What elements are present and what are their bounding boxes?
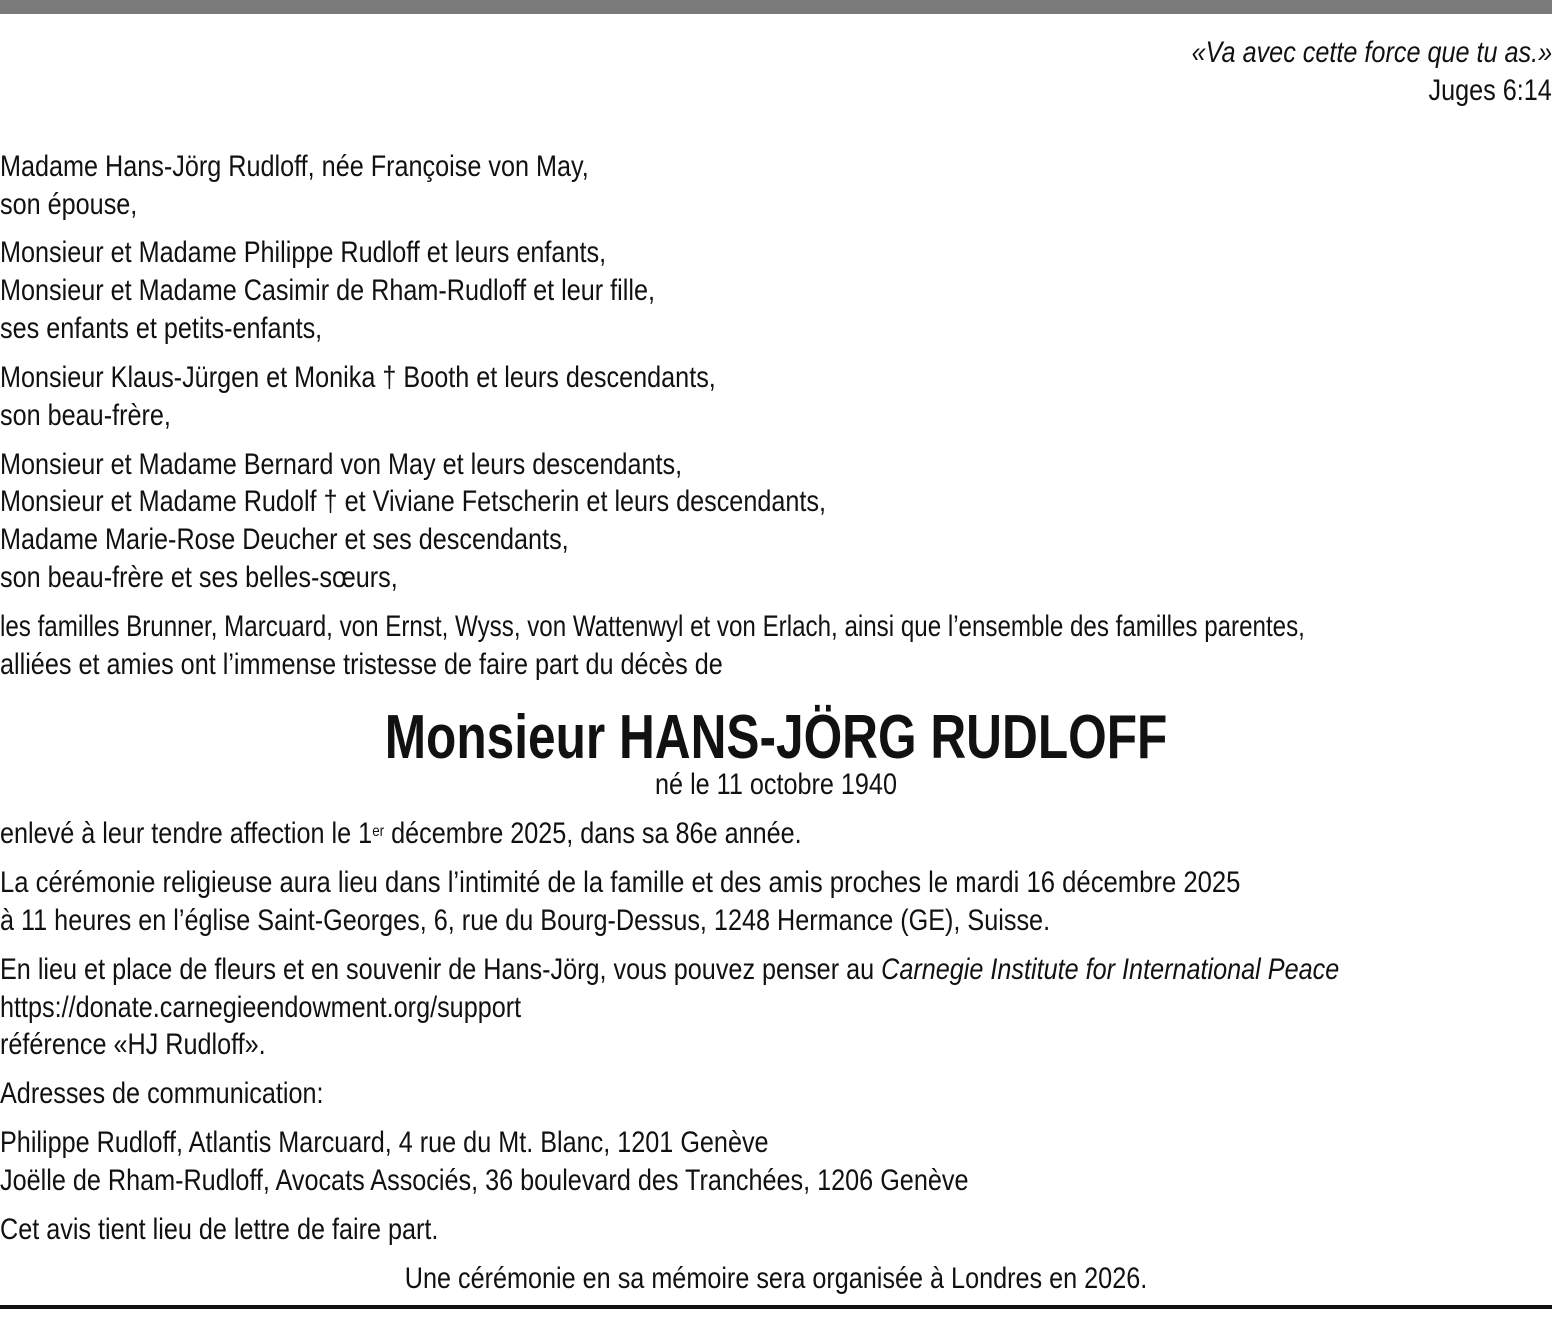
epigraph-quote: «Va avec cette force que tu as.» [1191, 36, 1552, 69]
donation-reference: référence «HJ Rudloff». [0, 1028, 266, 1061]
death-text-end: décembre 2025, dans sa 86e année. [384, 817, 802, 850]
family-line: Monsieur et Madame Bernard von May et leurs descendants, [0, 448, 683, 481]
deceased-name: Monsieur HANS-JÖRG RUDLOFF [384, 703, 1168, 772]
epigraph-reference: Juges 6:14 [1428, 74, 1552, 107]
family-line: les familles Brunner, Marcuard, von Ernst, Wyss, von Wattenwyl et von Erlach, ainsi que l’ensemble des familles parentes, [0, 610, 1305, 643]
family-line: Madame Hans-Jörg Rudloff, née Françoise von May, [0, 150, 589, 183]
addresses-heading: Adresses de communication: [0, 1077, 324, 1110]
family-line: son épouse, [0, 188, 138, 221]
address-line: Philippe Rudloff, Atlantis Marcuard, 4 rue du Mt. Blanc, 1201 Genève [0, 1126, 769, 1159]
top-rule [0, 0, 1552, 14]
death-line [0, 815, 802, 853]
donation-intro: En lieu et place de fleurs et en souvenir de Hans-Jörg, vous pouvez penser au [0, 953, 882, 986]
death-text: enlevé à leur tendre affection le 1 [0, 817, 373, 850]
family-line: alliées et amies ont l’immense tristesse de faire part du décès de [0, 648, 723, 681]
family-line: Madame Marie-Rose Deucher et ses descendants, [0, 523, 569, 556]
ceremony-line: à 11 heures en l’église Saint-Georges, 6, rue du Bourg-Dessus, 1248 Hermance (GE), Suisse. [0, 904, 1051, 937]
family-line: ses enfants et petits-enfants, [0, 312, 323, 345]
birth-date: né le 11 octobre 1940 [655, 768, 897, 801]
ordinal-suffix: er [372, 823, 385, 840]
ceremony-line: La cérémonie religieuse aura lieu dans l’intimité de la famille et des amis proches le mardi 16 décembre 2025 [0, 866, 1241, 899]
memorial-text: Une cérémonie en sa mémoire sera organisée à Londres en 2026. [404, 1262, 1148, 1295]
family-line: Monsieur et Madame Philippe Rudloff et leurs enfants, [0, 236, 607, 269]
donation-organization: Carnegie Institute for International Peace [881, 953, 1340, 986]
family-line: Monsieur et Madame Casimir de Rham-Rudloff et leur fille, [0, 274, 656, 307]
donation-line [0, 951, 1339, 989]
family-line: Monsieur Klaus-Jürgen et Monika † Booth et leurs descendants, [0, 361, 716, 394]
donation-url: https://donate.carnegieendowment.org/support [0, 991, 522, 1024]
family-line: Monsieur et Madame Rudolf † et Viviane Fetscherin et leurs descendants, [0, 485, 826, 518]
notice-text: Cet avis tient lieu de lettre de faire part. [0, 1213, 439, 1246]
address-line: Joëlle de Rham-Rudloff, Avocats Associés, 36 boulevard des Tranchées, 1206 Genève [0, 1164, 969, 1197]
family-line: son beau-frère et ses belles-sœurs, [0, 561, 398, 594]
family-line: son beau-frère, [0, 399, 171, 432]
bottom-rule [0, 1305, 1552, 1309]
